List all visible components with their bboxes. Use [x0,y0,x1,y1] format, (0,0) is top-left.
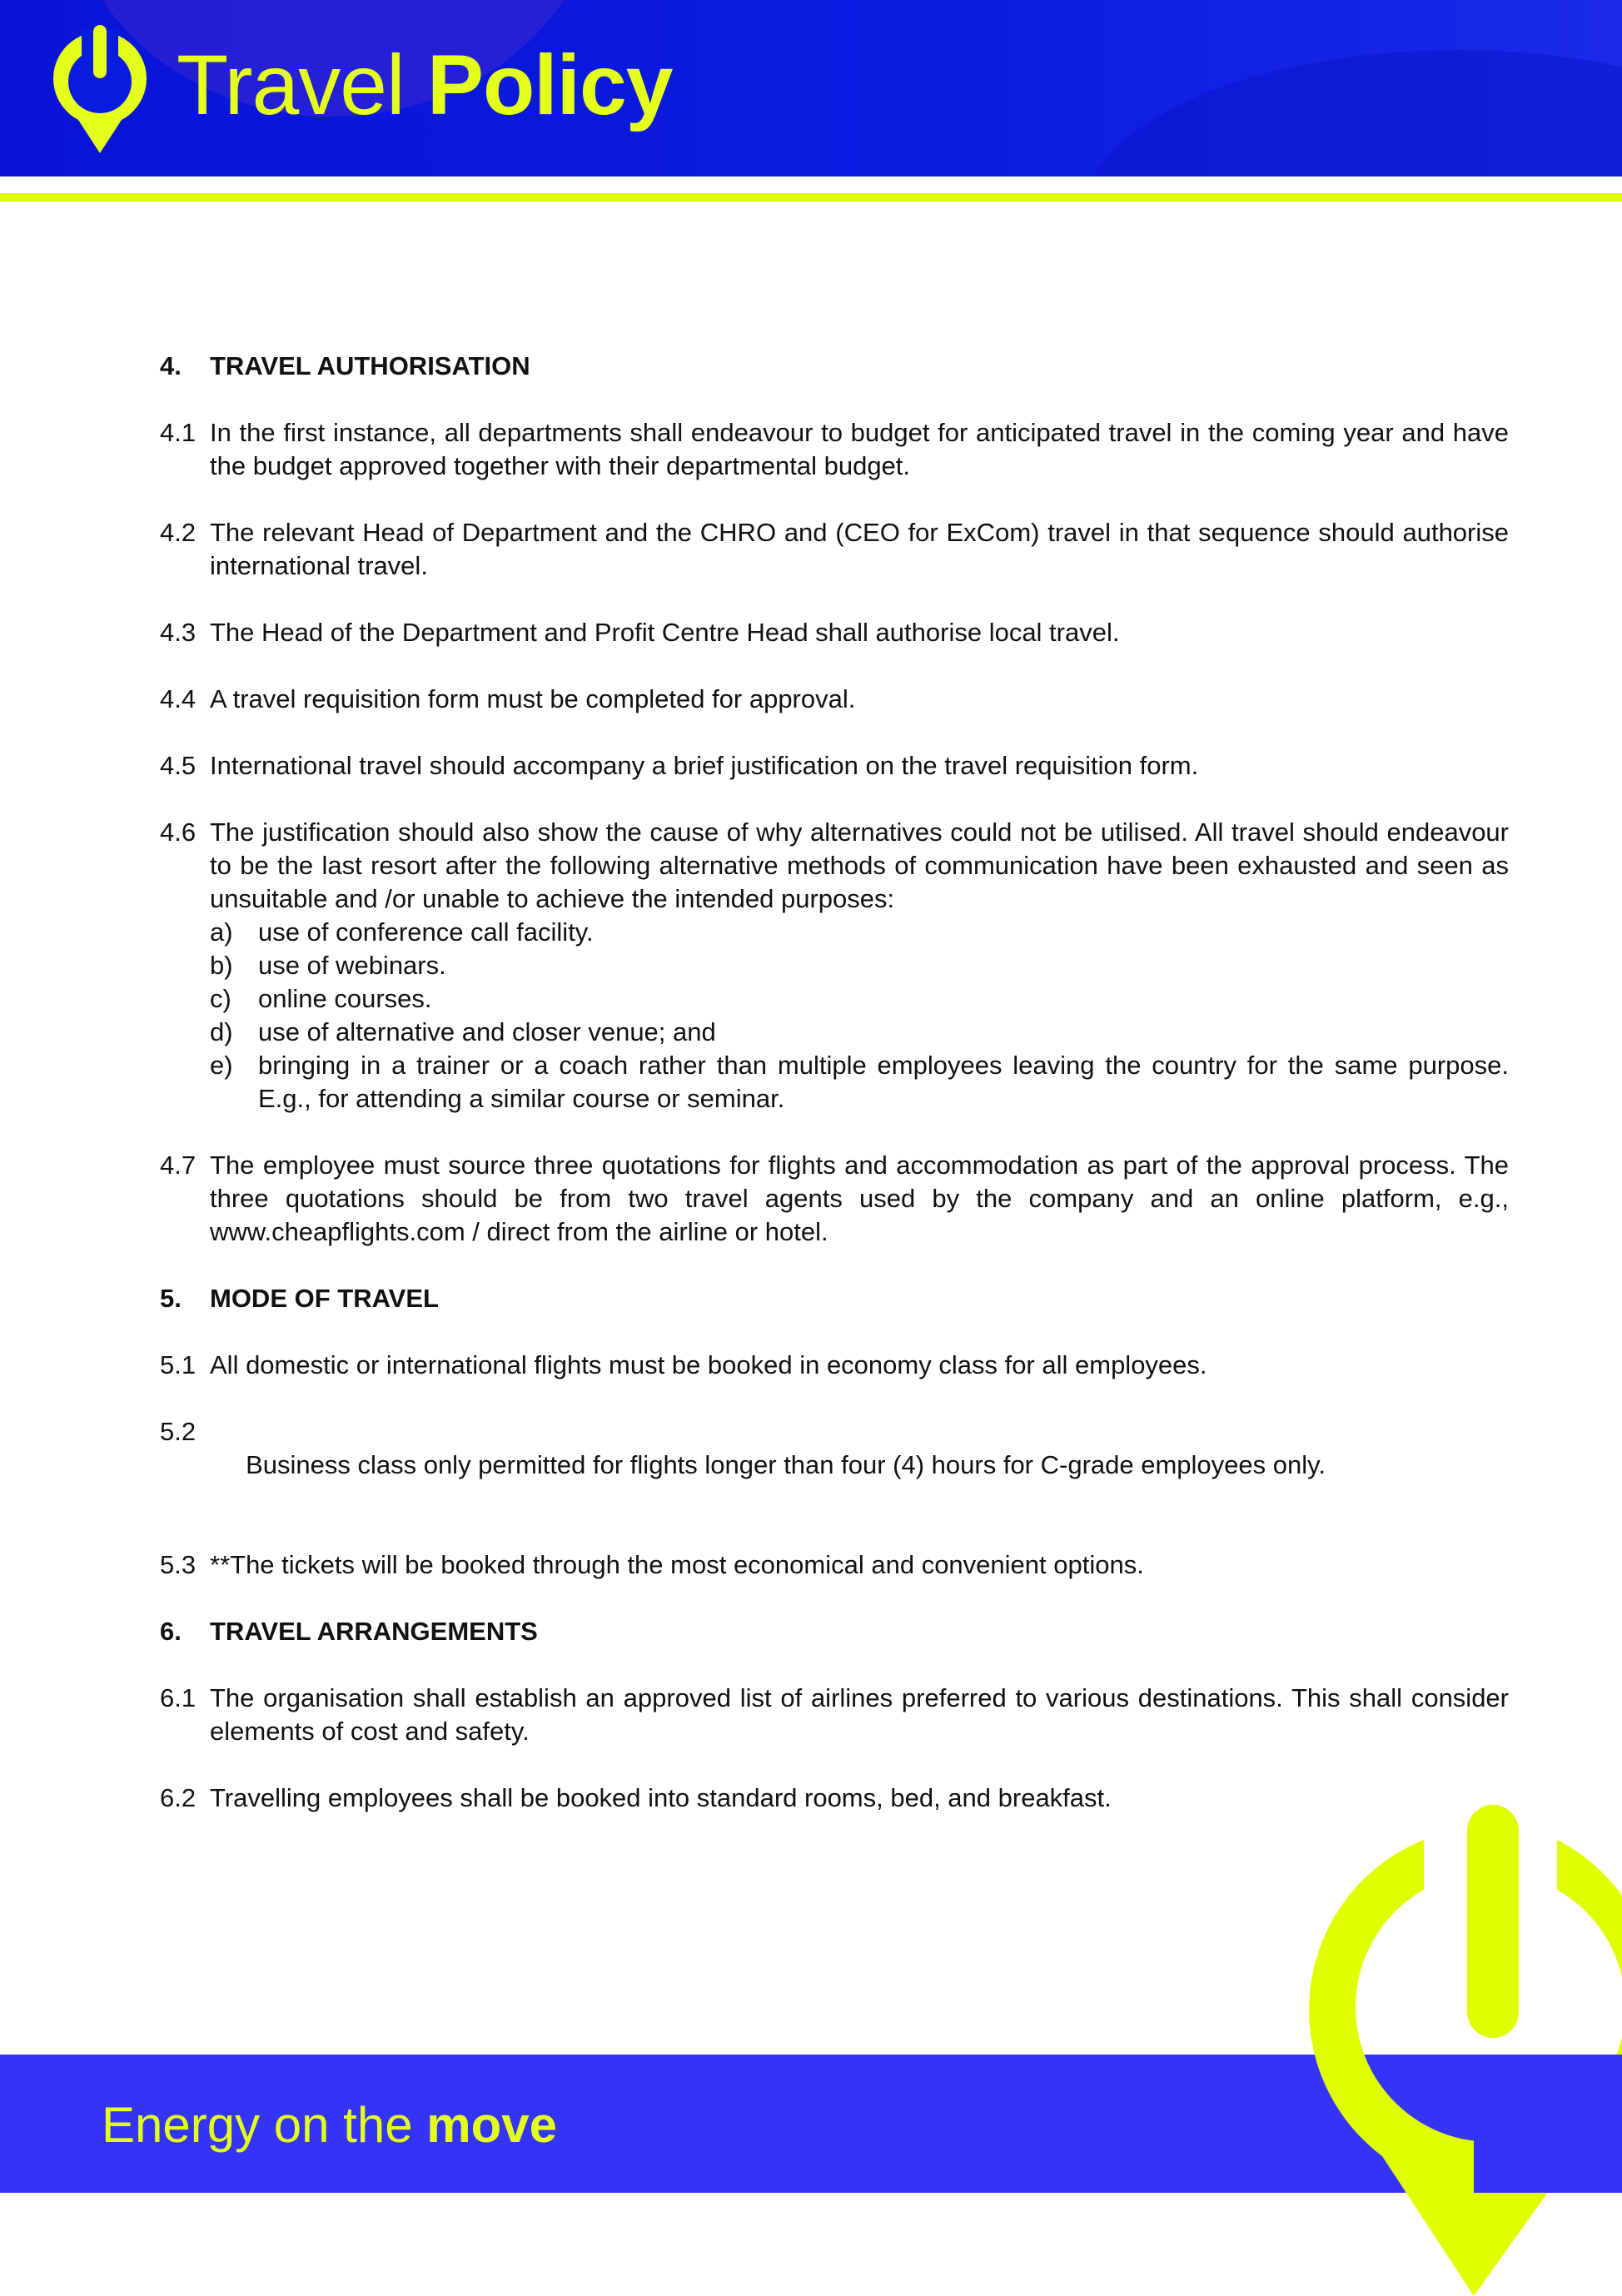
clause-text: A travel requisition form must be completed for approval. [210,684,856,713]
header-banner [0,0,1622,176]
title-light: Travel [177,37,405,132]
clause-number: 6.1 [160,1683,197,1712]
clause-4-7 [160,1149,1509,1249]
section-number: 5. [160,1284,182,1313]
list-item-letter: b) [210,951,233,980]
clause-text: The organisation shall establish an approved list of airlines preferred to various destinations. This shall consider elements of cost and safety. [210,1683,1509,1746]
footer-tagline [102,2096,557,2154]
clause-number: 5.1 [160,1350,197,1379]
list-item-text: bringing in a trainer or a coach rather than multiple employees leaving the country for the same purpose. E.g., for attending a similar course or seminar. [258,1051,1509,1113]
clause-text: All domestic or international flights must be booked in economy class for all employees. [210,1350,1207,1379]
section-heading-6 [160,1615,1509,1648]
clause-number: 5.3 [160,1550,197,1579]
clause-4-6 [160,816,1509,916]
list-item [160,949,1509,982]
clause-5-1 [160,1349,1509,1382]
tagline-light: Energy on the [102,2097,427,2153]
clause-text: The employee must source three quotations for flights and accommodation as part of the approval process. The three quotations should be from two travel agents used by the company and an online platform, e.g., www.cheapflights.com / direct from the airline or hotel. [210,1150,1509,1246]
clause-5-2 [160,1415,1509,1515]
list-item [160,916,1509,949]
section-title: MODE OF TRAVEL [210,1284,439,1313]
list-item-letter: a) [210,917,233,947]
clause-4-1 [160,416,1509,483]
tagline-bold: move [426,2097,558,2153]
clause-number: 4.5 [160,751,197,780]
section-title: TRAVEL AUTHORISATION [210,351,530,380]
clause-4-5 [160,749,1509,783]
clause-text: The justification should also show the cause of why alternatives could not be utilised. All travel should endeavour to be the last resort after the following alternative methods of communication have been exhausted and seen as unsuitable and /or unable to achieve the intended purposes: [210,818,1509,913]
list-item-text: online courses. [258,984,432,1013]
header-swoosh-decoration [1082,50,1622,176]
list-item-letter: e) [210,1051,233,1080]
clause-number: 4.2 [160,518,197,547]
page-title [177,35,672,135]
list-item-text: use of conference call facility. [258,917,594,947]
clause-6-1 [160,1682,1509,1748]
clause-number: 6.2 [160,1783,197,1812]
header-divider [0,176,1622,193]
clause-text: **The tickets will be booked through the most economical and convenient options. [210,1550,1144,1579]
list-item [160,1049,1509,1116]
title-bold: Policy [426,37,673,132]
list-item-text: use of webinars. [258,951,446,980]
clause-text: Business class only permitted for flights longer than four (4) hours for C-grade employees only. [238,1450,1326,1479]
clause-4-3 [160,616,1509,649]
clause-number: 4.4 [160,684,197,713]
clause-number: 4.1 [160,418,197,447]
list-item-letter: c) [210,984,231,1013]
clause-5-3 [160,1548,1509,1582]
clause-number: 4.3 [160,618,197,647]
document-body [160,350,1509,1815]
clause-text: Travelling employees shall be booked into standard rooms, bed, and breakfast. [210,1783,1112,1812]
power-pin-icon [1299,1798,1622,2296]
list-item [160,1016,1509,1049]
clause-text: The Head of the Department and Profit Centre Head shall authorise local travel. [210,618,1120,647]
clause-number: 5.2 [160,1417,197,1446]
section-number: 4. [160,351,182,380]
section-heading-4 [160,350,1509,383]
list-item-letter: d) [210,1017,233,1046]
header-accent-line [0,193,1622,201]
clause-4-4 [160,683,1509,716]
clause-number: 4.6 [160,818,197,847]
clause-text: In the first instance, all departments shall endeavour to budget for anticipated travel in the coming year and have the budget approved together with their departmental budget. [210,418,1509,480]
clause-number: 4.7 [160,1150,197,1180]
section-heading-5 [160,1282,1509,1315]
clause-text: International travel should accompany a brief justification on the travel requisition form. [210,751,1199,780]
clause-4-2 [160,516,1509,583]
clause-text: The relevant Head of Department and the CHRO and (CEO for ExCom) travel in that sequence should authorise international travel. [210,518,1509,580]
alternatives-list [160,916,1509,1116]
power-pin-icon [47,22,153,155]
section-title: TRAVEL ARRANGEMENTS [210,1617,538,1646]
list-item [160,982,1509,1016]
list-item-text: use of alternative and closer venue; and [258,1017,716,1046]
section-number: 6. [160,1617,182,1646]
